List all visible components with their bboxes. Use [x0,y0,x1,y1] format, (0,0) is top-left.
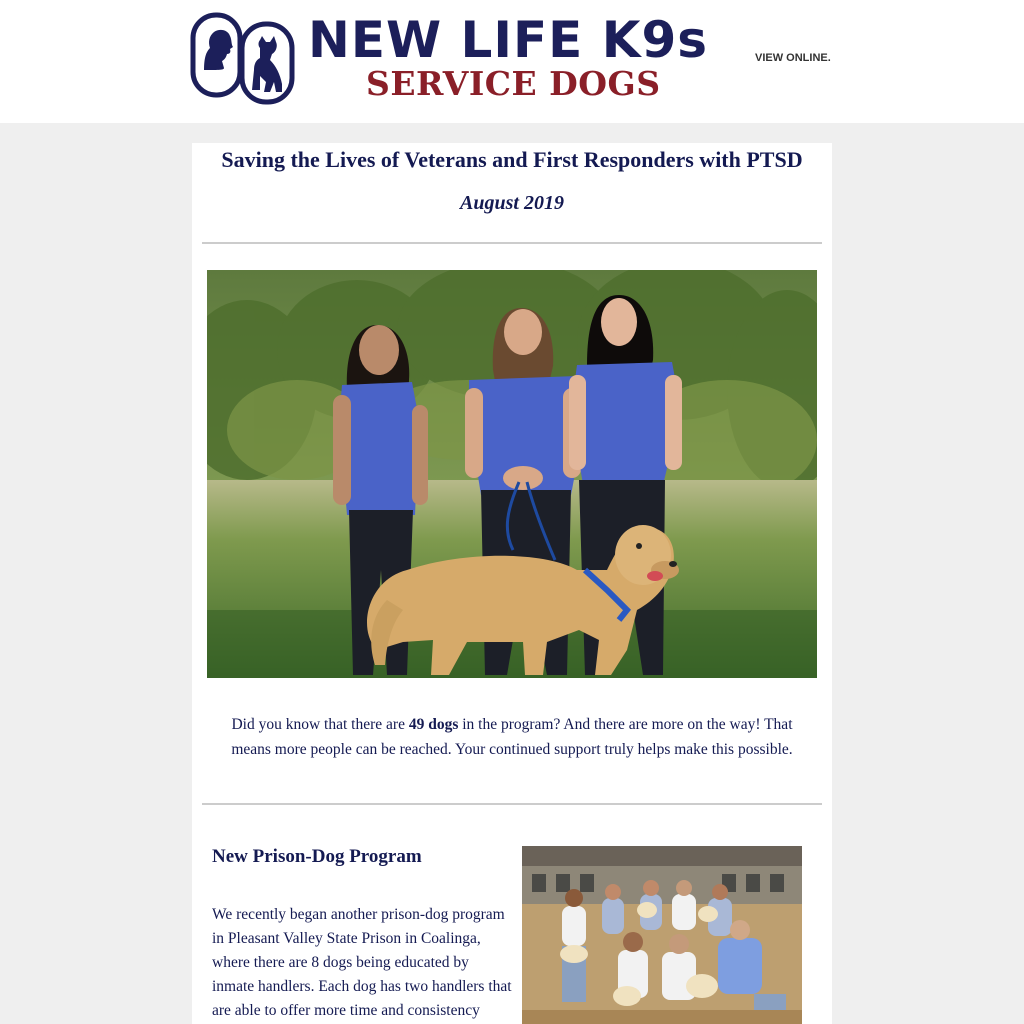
logo[interactable] [190,12,298,106]
brand-name: NEW LIFE K9s [308,11,709,69]
newsletter-date: August 2019 [460,192,564,214]
newsletter-body [192,143,832,1024]
section-body-prison-program: We recently began another prison-dog program in Pleasant Valley State Prison in Coalinga, where there are 8 dogs being educated by inmate handlers. Each dog has two handlers that are able to offer more time and consistency [212,906,512,1019]
dog-silhouette-icon [242,24,292,102]
dog-count-highlight: 49 dogs [408,716,459,733]
prison-program-photo [522,846,802,1024]
divider [202,803,822,805]
intro-text-start: Did you know that there are [231,716,409,733]
divider [202,242,822,244]
newsletter-headline: Saving the Lives of Veterans and First Responders with PTSD [221,147,803,172]
view-online-link[interactable]: VIEW ONLINE. [755,52,831,64]
brand-subtitle: SERVICE DOGS [366,64,661,103]
intro-text-end: in the program? And there are more on the way! That means more people can be reached. Your continued support truly helps make this possible. [231,716,793,758]
newsletter-header [0,0,1024,123]
person-silhouette-icon [193,15,240,95]
section-title-prison-program: New Prison-Dog Program [212,846,422,867]
intro-paragraph [212,712,812,762]
hero-photo-trainers-with-dog [207,270,817,678]
